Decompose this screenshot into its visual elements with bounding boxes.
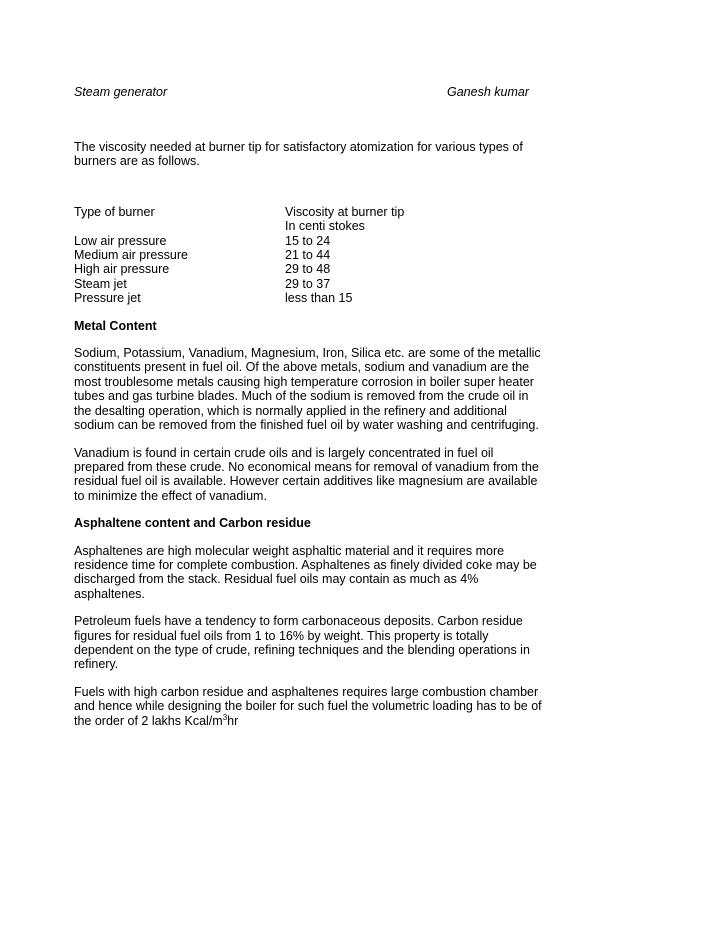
- asphaltene-paragraph-2: Petroleum fuels have a tendency to form carbonaceous deposits. Carbon residue figures for residual fuel oils from 1 to 16% by weight. This property is totally dependent on the type of crude, refining techniques and the blending operations in refinery.: [74, 614, 530, 672]
- table-header-row-2: [74, 219, 544, 233]
- page-header: [74, 85, 544, 100]
- table-row: [74, 291, 544, 305]
- header-title: Steam generator: [74, 85, 168, 99]
- table-cell-type: Steam jet: [74, 276, 127, 291]
- table-row: [74, 277, 544, 291]
- table-row: [74, 234, 544, 248]
- table-cell-value: 21 to 44: [285, 248, 331, 263]
- superscript: 3: [222, 712, 228, 722]
- metal-paragraph-2: Vanadium is found in certain crude oils and is largely concentrated in fuel oil prepared from these crude. No economical means for removal of vanadium from the residual fuel oil is available. However certain additives like magnesium are available to minimize the effect of vanadium.: [74, 445, 539, 503]
- paragraph-unit-end: hr: [227, 713, 239, 728]
- metal-paragraph-1: Sodium, Potassium, Vanadium, Magnesium, Iron, Silica etc. are some of the metallic constituents present in fuel oil. Of the above metals, sodium and vanadium are the most troublesome metals causing high temperature corrosion in boiler super heater tubes and gas turbine blades. Much of the sodium is removed from the crude oil in the desalting operation, which is normally applied in the refinery and additional sodium can be removed from the finished fuel oil by water washing and centrifuging.: [74, 346, 541, 433]
- header-author: Ganesh kumar: [447, 85, 529, 99]
- table-cell-value: 29 to 37: [285, 276, 331, 291]
- table-header-unit: In centi stokes: [285, 219, 365, 234]
- table-row: [74, 248, 544, 262]
- viscosity-table: [74, 205, 544, 306]
- table-cell-value: 15 to 24: [285, 233, 331, 248]
- table-cell-type: Medium air pressure: [74, 248, 188, 263]
- table-row: [74, 262, 544, 276]
- table-cell-type: Pressure jet: [74, 291, 141, 306]
- table-header-type: Type of burner: [74, 204, 155, 219]
- table-cell-type: Low air pressure: [74, 233, 167, 248]
- table-cell-type: High air pressure: [74, 262, 170, 277]
- intro-paragraph: The viscosity needed at burner tip for satisfactory atomization for various types of burners are as follows.: [74, 140, 523, 169]
- table-cell-value: less than 15: [285, 291, 353, 306]
- table-cell-value: 29 to 48: [285, 262, 331, 277]
- section-heading-metal: Metal Content: [74, 318, 157, 333]
- asphaltene-paragraph-3: [74, 685, 544, 728]
- table-header-viscosity: Viscosity at burner tip: [285, 204, 405, 219]
- paragraph-text: Fuels with high carbon residue and asphaltenes requires large combustion chamber and hence while designing the boiler for such fuel the volumetric loading has to be of the order of 2 lakhs Kcal/m: [74, 684, 542, 728]
- asphaltene-paragraph-1: Asphaltenes are high molecular weight asphaltic material and it requires more residence time for complete combustion. Asphaltenes as finely divided coke may be discharged from the stack. Residual fuel oils may contain as much as 4% asphaltenes.: [74, 543, 537, 601]
- document-page: [74, 85, 544, 728]
- table-header-row: [74, 205, 544, 219]
- section-heading-asphaltene: Asphaltene content and Carbon residue: [74, 516, 311, 531]
